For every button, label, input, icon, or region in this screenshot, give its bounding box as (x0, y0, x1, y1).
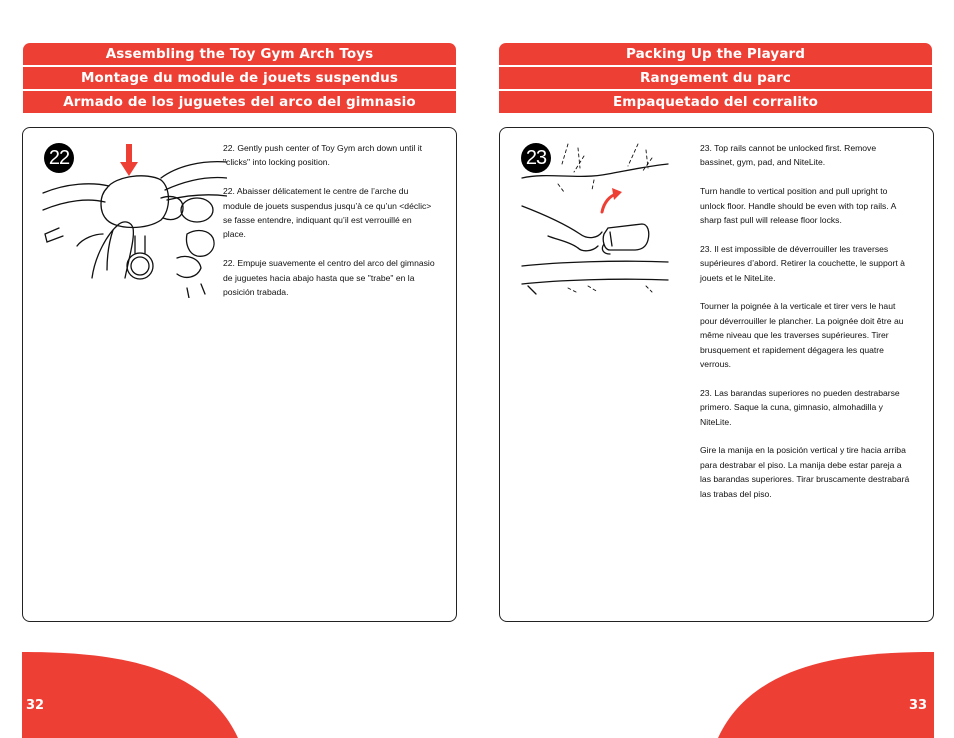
left-header-title-es: Armado de los juguetes del arco del gimnasio (23, 89, 456, 113)
step-23-text-fr-1: 23. Il est impossible de déverrouiller les traverses supérieures d’abord. Retirer la couchette, le support à jouets et le NiteLite. (700, 243, 905, 283)
left-page-number: 32 (26, 698, 45, 713)
step-23-text-fr-2: Tourner la poignée à la verticale et tirer vers le haut pour déverrouiller le plancher. La poignée doit être au même niveau que les traverses supérieures. Tirer brusquement et rapidement dégagera les quatre verrous. (700, 301, 904, 370)
right-header-title-es: Empaquetado del corralito (499, 89, 932, 113)
left-header-title-en: Assembling the Toy Gym Arch Toys (105, 46, 374, 62)
step-22-instructions (223, 141, 435, 314)
right-section-header (499, 43, 932, 113)
step-22-badge: 22 (44, 143, 74, 173)
playard-floor-unlock-illustration (518, 136, 678, 298)
step-23-instructions (700, 141, 912, 515)
left-step-panel (22, 127, 457, 622)
left-section-header (23, 43, 456, 113)
step-23-text-en-2: Turn handle to vertical position and pull upright to unlock floor. Handle should be even with top rails. A sharp fast pull will release floor locks. (700, 186, 896, 226)
left-footer-decoration (22, 652, 242, 738)
right-page-number: 33 (909, 698, 928, 713)
pull-up-arrow-icon (602, 188, 622, 212)
step-22-text-en: 22. Gently push center of Toy Gym arch down until it "clicks" into locking position. (223, 143, 423, 168)
step-23-text-en-1: 23. Top rails cannot be unlocked first. Remove bassinet, gym, pad, and NiteLite. (700, 143, 877, 168)
right-footer-decoration (714, 652, 934, 738)
toy-gym-arch-illustration (37, 138, 227, 298)
right-header-title-fr: Rangement du parc (499, 65, 932, 89)
push-down-arrow-icon (120, 144, 138, 176)
step-23-badge: 23 (521, 143, 551, 173)
left-header-title-fr: Montage du module de jouets suspendus (23, 65, 456, 89)
right-step-panel (499, 127, 934, 622)
step-23-text-es-2: Gire la manija en la posición vertical y tire hacia arriba para destrabar el piso. La manija debe estar pareja a las barandas superiores. Tirar bruscamente destrabará las trabas del piso. (700, 445, 910, 499)
step-22-text-fr: 22. Abaisser délicatement le centre de l’arche du module de jouets suspendus jusqu’à ce qu’un <déclic> se fasse entendre, indiquant qu’il est verrouillé en place. (223, 186, 432, 240)
step-22-text-es: 22. Empuje suavemente el centro del arco del gimnasio de juguetes hacia abajo hasta que se "trabe" en la posición trabada. (223, 258, 435, 298)
right-header-title-en: Packing Up the Playard (625, 46, 806, 62)
step-23-text-es-1: 23. Las barandas superiores no pueden destrabarse primero. Saque la cuna, gimnasio, almohadilla y NiteLite. (700, 387, 900, 427)
